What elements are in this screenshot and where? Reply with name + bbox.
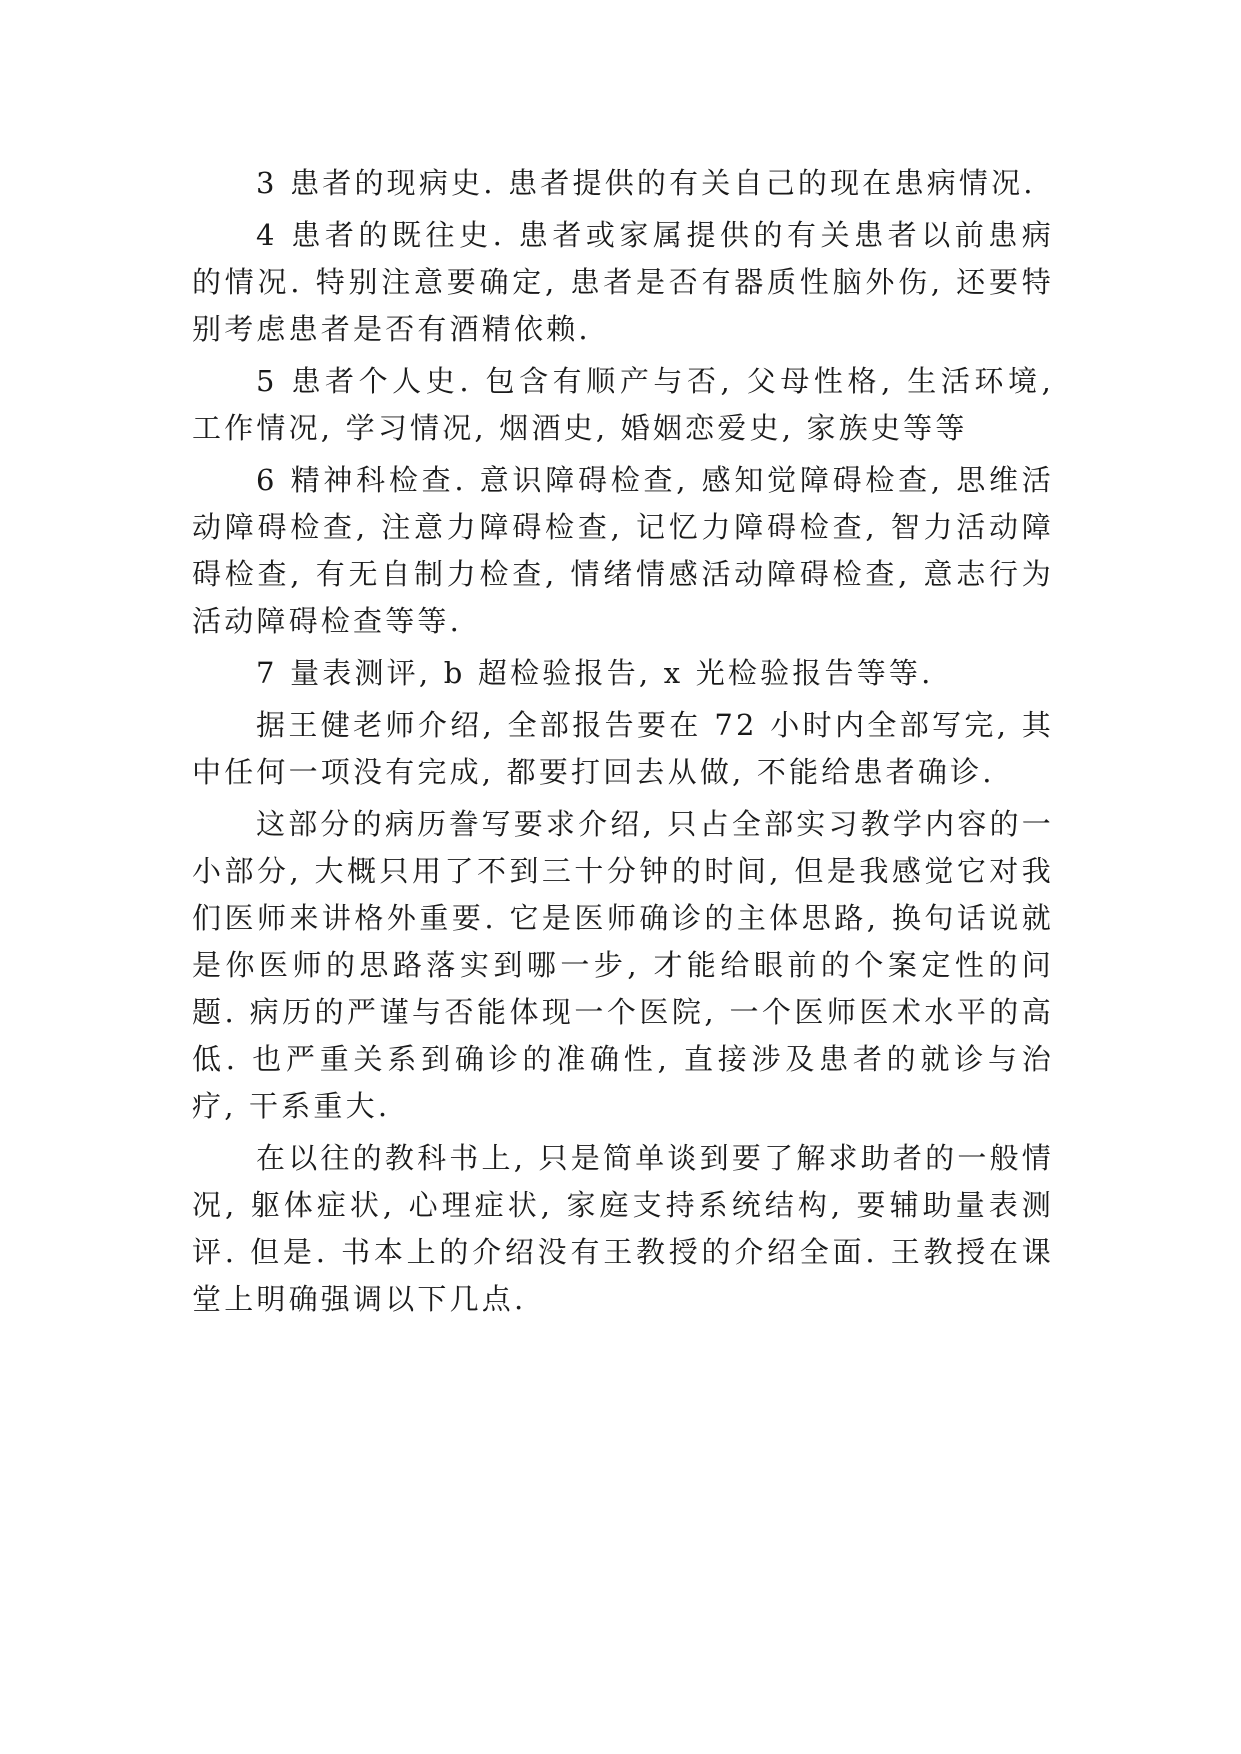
paragraph-record-importance: 这部分的病历誊写要求介绍, 只占全部实习教学内容的一小部分, 大概只用了不到三十分钟的时间, 但是我感觉它对我们医师来讲格外重要. 它是医师确诊的主体思路, 换句话说就是你医师的思路落实到哪一步, 才能给眼前的个案定性的问题. 病历的严谨与否能体现一个医院, 一个医师医术水平的高低. 也严重关系到确诊的准确性, 直接涉及患者的就诊与治疗, 干系重大. xyxy=(192,807,1054,1123)
document-body xyxy=(192,160,1054,1328)
paragraph-report-deadline: 据王健老师介绍, 全部报告要在 72 小时内全部写完, 其中任何一项没有完成, 都要打回去从做, 不能给患者确诊. xyxy=(192,708,1054,789)
paragraph-personal-history: 5 患者个人史. 包含有顺产与否, 父母性格, 生活环境, 工作情况, 学习情况, 烟酒史, 婚姻恋爱史, 家族史等等 xyxy=(192,364,1054,445)
paragraph-psychiatric-exam: 6 精神科检查. 意识障碍检查, 感知觉障碍检查, 思维活动障碍检查, 注意力障碍检查, 记忆力障碍检查, 智力活动障碍检查, 有无自制力检查, 情绪情感活动障碍检查, 意志行为活动障碍检查等等. xyxy=(192,463,1054,638)
paragraph-history-past: 4 患者的既往史. 患者或家属提供的有关患者以前患病的情况. 特别注意要确定, 患者是否有器质性脑外伤, 还要特别考虑患者是否有酒精依赖. xyxy=(192,218,1054,346)
paragraph-textbook-comparison: 在以往的教科书上, 只是简单谈到要了解求助者的一般情况, 躯体症状, 心理症状, 家庭支持系统结构, 要辅助量表测评. 但是. 书本上的介绍没有王教授的介绍全面. 王教授在课堂上明确强调以下几点. xyxy=(192,1141,1054,1316)
paragraph-history-present: 3 患者的现病史. 患者提供的有关自己的现在患病情况. xyxy=(256,166,1036,200)
paragraph-scale-assessment: 7 量表测评, b 超检验报告, x 光检验报告等等. xyxy=(256,656,934,690)
